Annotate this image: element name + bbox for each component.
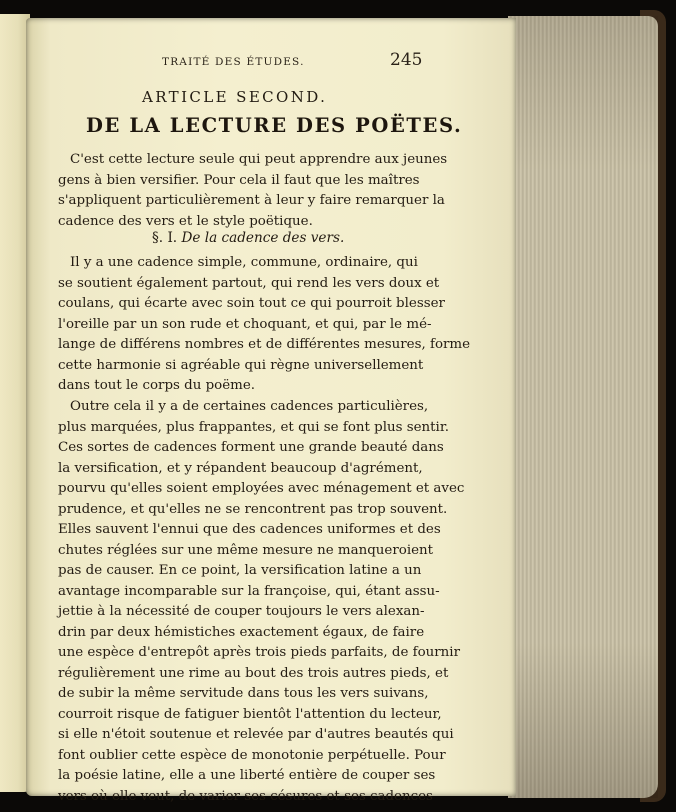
text-line: de subir la même servitude dans tous les vers suivans, [58,686,429,701]
article-label: ARTICLE SECOND. [142,88,328,106]
text-line: plus marquées, plus frappantes, et qui se font plus sentir. [58,419,450,435]
text-line: drin par deux hémistiches exactement égaux, de faire [58,624,425,640]
text-line: la versification, et y répandent beaucoup d'agrément, [58,460,423,476]
paragraph-2 [58,397,465,807]
section-heading [152,230,344,246]
text-line: une espèce d'entrepôt après trois pieds parfaits, de fournir [58,645,460,660]
text-line: pas de causer. En ce point, la versification latine a un [58,563,422,578]
page-edges [508,16,658,798]
text-line: se soutient également partout, qui rend les vers doux et [58,275,440,291]
text-line: courroit risque de fatiguer bientôt l'attention du lecteur, [58,706,442,722]
text-line: Il y a une cadence simple, commune, ordinaire, qui [70,255,418,270]
section-title: De la cadence des vers. [181,230,345,246]
text-line: font oublier cette espèce de monotonie perpétuelle. Pour [58,747,446,763]
text-line: Elles sauvent l'ennui que des cadences uniformes et des [58,522,441,537]
chapter-heading: DE LA LECTURE DES POËTES. [86,114,463,137]
text-line: C'est cette lecture seule qui peut apprendre aux jeunes [70,152,448,167]
text-line: l'oreille par un son rude et choquant, et qui, par le mé- [58,316,432,332]
text-line: la poésie latine, elle a une liberté entière de couper ses [58,768,436,783]
text-line: gens à bien versifier. Pour cela il faut que les maîtres [58,172,420,188]
text-line: Ces sortes de cadences forment une grande beauté dans [58,440,444,455]
running-head: TRAITÉ DES ÉTUDES. [162,56,305,68]
paragraph-1 [58,253,471,397]
text-line: régulièrement une rime au bout des trois autres pieds, et [58,665,449,681]
text-line: cette harmonie si agréable qui règne universellement [58,357,424,373]
intro-paragraph [58,150,448,232]
text-line: Outre cela il y a de certaines cadences particulières, [70,399,429,414]
page-number: 245 [390,50,423,70]
text-line: s'appliquent particulièrement à leur y faire remarquer la [58,193,445,208]
text-line: chutes réglées sur une même mesure ne manqueroient [58,542,434,558]
text-line: si elle n'étoit soutenue et relevée par d'autres beautés qui [58,727,454,742]
text-line: dans tout le corps du poëme. [58,378,256,393]
text-line: coulans, qui écarte avec soin tout ce qui pourroit blesser [58,296,445,311]
text-line: cadence des vers et le style poëtique. [58,213,313,229]
text-line: lange de différens nombres et de différentes mesures, forme [58,337,471,352]
text-line: jettie à la nécessité de couper toujours le vers alexan- [58,604,425,619]
section-number: §. I. [152,230,178,246]
text-line: avantage incomparable sur la françoise, qui, étant assu- [58,583,440,599]
text-line: vers où elle veut, de varier ses césures et ses cadences [58,788,433,804]
text-line: pourvu qu'elles soient employées avec ménagement et avec [58,481,465,496]
text-line: prudence, et qu'elles ne se rencontrent pas trop souvent. [58,501,448,517]
